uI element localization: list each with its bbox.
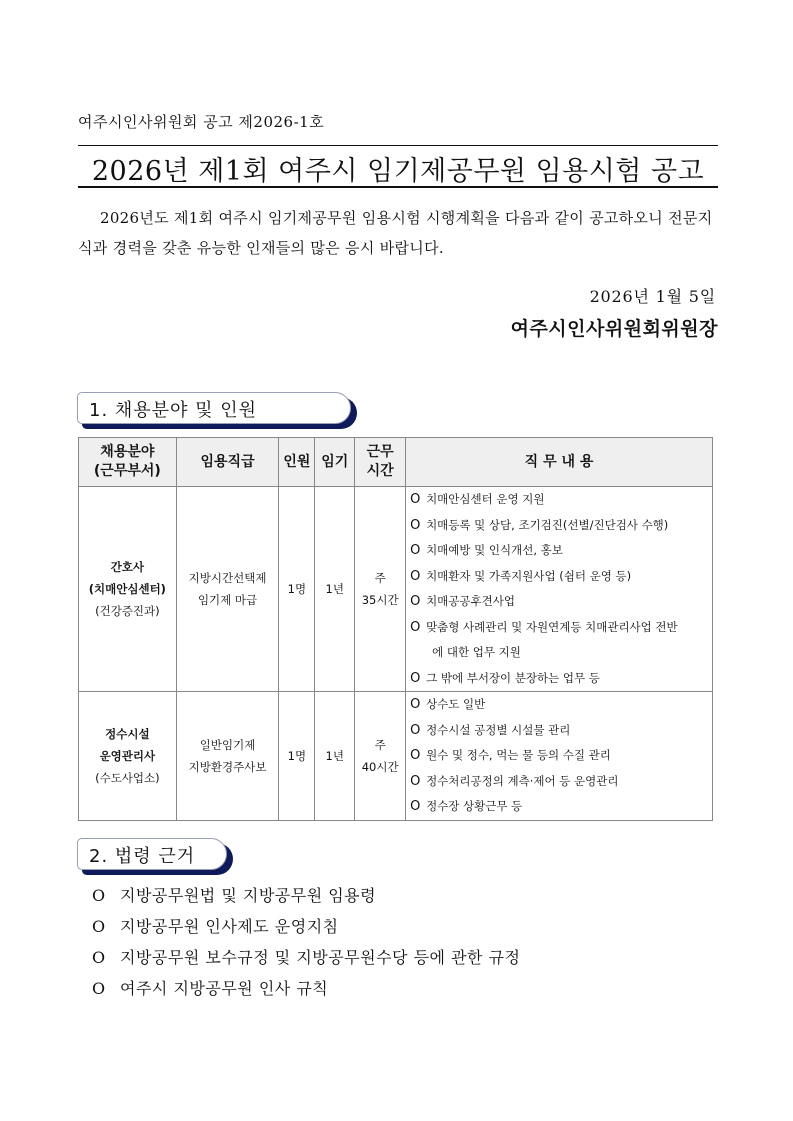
header-term: 임기: [315, 438, 355, 487]
table-row: [79, 692, 713, 821]
duty-item: O 맞춤형 사례관리 및 자원연계등 치매관리사업 전반: [410, 615, 710, 641]
list-item: O 지방공무원 보수규정 및 지방공무원수당 등에 관한 규정: [92, 942, 521, 973]
bullet-icon: O: [92, 917, 106, 936]
title-rule-top: [78, 145, 718, 146]
count-cell: 1명: [279, 487, 315, 692]
notice-number: 여주시인사위원회 공고 제2026-1호: [78, 113, 325, 131]
duty-item: O 정수장 상황근무 등: [410, 794, 710, 820]
header-count: 인원: [279, 438, 315, 487]
list-item: O 지방공무원법 및 지방공무원 임용령: [92, 880, 521, 911]
bullet-icon: O: [92, 886, 106, 905]
list-item: O 여주시 지방공무원 인사 규칙: [92, 973, 521, 1004]
intro-paragraph: 2026년도 제1회 여주시 임기제공무원 임용시험 시행계획을 다음과 같이 공고하오니 전문지식과 경력을 갖춘 유능한 인재들의 많은 응시 바랍니다.: [78, 209, 713, 257]
bullet-icon: O: [410, 517, 421, 533]
duty-item: O 그 밖에 부서장이 분장하는 업무 등: [410, 666, 710, 692]
bullet-icon: O: [92, 948, 106, 967]
duty-item: O 치매환자 및 가족지원사업 (쉼터 운영 등): [410, 564, 710, 590]
duty-item: O 치매안심센터 운영 지원: [410, 487, 710, 513]
bullet-icon: O: [410, 543, 421, 558]
duties-cell: [406, 487, 713, 692]
bullet-icon: O: [410, 619, 421, 635]
duty-item: O 상수도 일반: [410, 692, 710, 718]
bullet-icon: O: [410, 594, 421, 609]
signer: 여주시인사위원회위원장: [510, 318, 718, 340]
rank-cell: 일반임기제 지방환경주사보: [176, 692, 279, 821]
header-hours: 근무 시간: [355, 438, 406, 487]
hours-cell: 주 40시간: [355, 692, 406, 821]
bullet-icon: O: [92, 979, 106, 998]
bullet-icon: O: [410, 799, 421, 814]
header-duties: 직 무 내 용: [406, 438, 713, 487]
bullet-icon: O: [410, 722, 421, 738]
duty-item-continuation: 에 대한 업무 지원: [432, 645, 521, 659]
bullet-icon: O: [410, 748, 421, 763]
term-cell: 1년: [315, 692, 355, 821]
notice-date: 2026년 1월 5일: [589, 287, 716, 306]
bullet-icon: O: [410, 568, 421, 584]
section-2-label: 2. 법령 근거: [89, 846, 196, 867]
title-rule-bottom: [78, 186, 718, 188]
duty-item: O 치매예방 및 인식개선, 홍보: [410, 538, 710, 564]
hours-cell: 주 35시간: [355, 487, 406, 692]
bullet-icon: O: [410, 697, 421, 712]
term-cell: 1년: [315, 487, 355, 692]
field-cell: 정수시설 운영관리사 (수도사업소): [79, 692, 177, 821]
rank-cell: 지방시간선택제 임기제 마급: [176, 487, 279, 692]
section-2-header: [77, 838, 227, 870]
duty-item: O 치매공공후견사업: [410, 589, 710, 615]
page-title: 2026년 제1회 여주시 임기제공무원 임용시험 공고: [91, 156, 705, 187]
recruitment-table: [78, 437, 713, 821]
duty-item: O 정수처리공정의 계측·제어 등 운영관리: [410, 769, 710, 795]
header-field: 채용분야 (근무부서): [79, 438, 177, 487]
bullet-icon: O: [410, 492, 421, 507]
bullet-icon: O: [410, 670, 421, 686]
field-cell: 간호사 (치매안심센터) (건강증진과): [79, 487, 177, 692]
duty-item: O 치매등록 및 상담, 조기검진(선별/진단검사 수행): [410, 513, 710, 539]
section-1-header: [77, 392, 351, 424]
count-cell: 1명: [279, 692, 315, 821]
law-list: [92, 880, 521, 1004]
header-rank: 임용직급: [176, 438, 279, 487]
duty-item: O 원수 및 정수, 먹는 물 등의 수질 관리: [410, 743, 710, 769]
bullet-icon: O: [410, 773, 421, 789]
duties-cell: [406, 692, 713, 821]
list-item: O 지방공무원 인사제도 운영지침: [92, 911, 521, 942]
section-1-label: 1. 채용분야 및 인원: [89, 400, 258, 421]
table-header-row: [79, 438, 713, 487]
table-row: [79, 487, 713, 692]
duty-item: O 정수시설 공정별 시설물 관리: [410, 718, 710, 744]
